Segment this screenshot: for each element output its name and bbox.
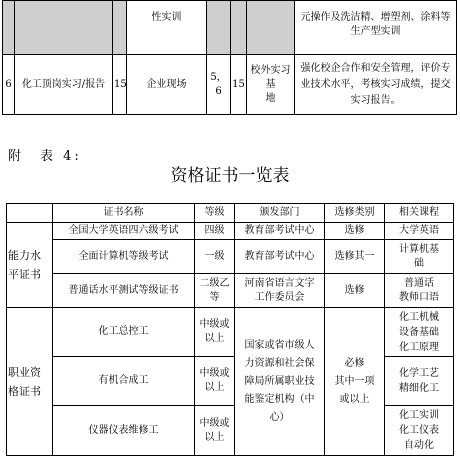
cert-level: 一级	[195, 240, 235, 274]
cert-level-line: 二级乙	[199, 277, 230, 289]
cert-type-line: 必修	[344, 357, 365, 369]
cert-dept-line: 国家或省市级人	[244, 339, 315, 351]
cert-course: 大学英语	[385, 223, 454, 240]
cert-level-line: 中级或	[199, 417, 230, 429]
cert-course-line: 化学工艺	[399, 368, 439, 379]
training-content-line: 强化校企合作和安全管理，评价专	[300, 62, 451, 74]
training-site: 企业现场	[146, 78, 187, 90]
cert-level-line: 以上	[204, 431, 225, 443]
training-site-cell: 性实训	[151, 12, 182, 23]
cert-name: 全面计算机等级考试	[53, 240, 195, 274]
cert-course-line: 化工仪表	[399, 425, 439, 436]
cert-dept: 教育部考试中心	[235, 240, 325, 274]
cert-name: 普通话水平测试等级证书	[53, 274, 195, 308]
header-level: 等级	[195, 204, 235, 223]
training-content-line: 元操作及洗洁精、增塑剂、涂料等	[300, 12, 451, 23]
cert-type: 选修	[325, 274, 385, 308]
cert-level-line: 等	[209, 291, 220, 303]
training-place-line: 校外实习基	[250, 64, 291, 90]
course-hours: 15	[114, 78, 127, 90]
cert-course-line: 化工原理	[399, 341, 439, 353]
header-cert-name: 证书名称	[53, 204, 195, 223]
semester: 5，6	[210, 71, 227, 97]
cert-dept: 教育部考试中心	[235, 223, 325, 240]
cert-level-line: 以上	[204, 382, 225, 393]
table-row	[7, 223, 454, 240]
cert-course-line: 普通话	[404, 277, 434, 289]
weeks: 15	[232, 78, 245, 90]
cert-course-line: 精细化工	[399, 383, 439, 394]
cert-course-line: 化工机械	[399, 311, 439, 323]
cert-name: 有机合成工	[53, 357, 195, 406]
table-row	[7, 406, 454, 456]
cert-dept-line: 心）	[269, 411, 290, 423]
category-label: 平证书	[8, 268, 41, 281]
cert-dept-line: 能鉴定机构（中	[244, 393, 315, 405]
header-related-course: 相关课程	[385, 204, 454, 223]
header-elective-type: 选修类别	[325, 204, 385, 223]
table-row	[7, 274, 454, 308]
cert-level-line: 中级或	[199, 368, 230, 379]
training-content-line: 实习报告。	[350, 94, 401, 106]
curriculum-table-continued	[2, 0, 457, 115]
appendix-label: 附 表 4:	[8, 149, 82, 164]
category-label: 职业资	[8, 365, 41, 379]
cert-level-line: 中级或	[199, 319, 230, 330]
cert-course-line: 自动化	[404, 440, 434, 451]
cert-dept-line: 河南省语言文字	[244, 277, 315, 289]
training-content-line: 生产型实训	[350, 26, 401, 37]
training-content-line: 业技术水平，考核实习成绩，提交	[300, 78, 451, 90]
table-row	[7, 240, 454, 274]
table-row	[7, 308, 454, 357]
certificate-table	[6, 203, 454, 456]
row-number: 6	[5, 78, 12, 90]
header-dept: 颁发部门	[235, 204, 325, 223]
course-name: 化工顶岗实习/报告	[21, 78, 106, 90]
cert-dept-line: 力资源和社会保	[244, 357, 315, 369]
cert-course-line: 础	[414, 257, 424, 269]
cert-dept-line: 障局所属职业技	[244, 375, 315, 387]
cert-level: 四级	[195, 223, 235, 240]
cert-type: 选修	[325, 223, 385, 240]
cert-name: 化工总控工	[53, 308, 195, 357]
cert-level-line: 以上	[204, 333, 225, 344]
cert-course-line: 计算机基	[399, 243, 439, 255]
cert-type: 选修其一	[325, 240, 385, 274]
cert-course-line: 化工实训	[399, 410, 439, 421]
cert-dept-line: 工作委员会	[254, 291, 305, 303]
cert-name: 仪器仪表维修工	[53, 406, 195, 456]
cert-course-line: 设备基础	[399, 326, 439, 338]
cert-type-line: 其中一项	[334, 375, 375, 387]
table-title: 资格证书一览表	[170, 166, 290, 186]
training-place-line: 地	[265, 92, 276, 104]
table-row	[7, 357, 454, 406]
category-label: 格证书	[8, 384, 41, 398]
cert-course-line: 教师口语	[399, 291, 439, 303]
cert-type-line: 或以上	[339, 393, 370, 405]
cert-name: 全国大学英语四六级考试	[53, 223, 195, 240]
category-label: 能力水	[8, 249, 41, 262]
